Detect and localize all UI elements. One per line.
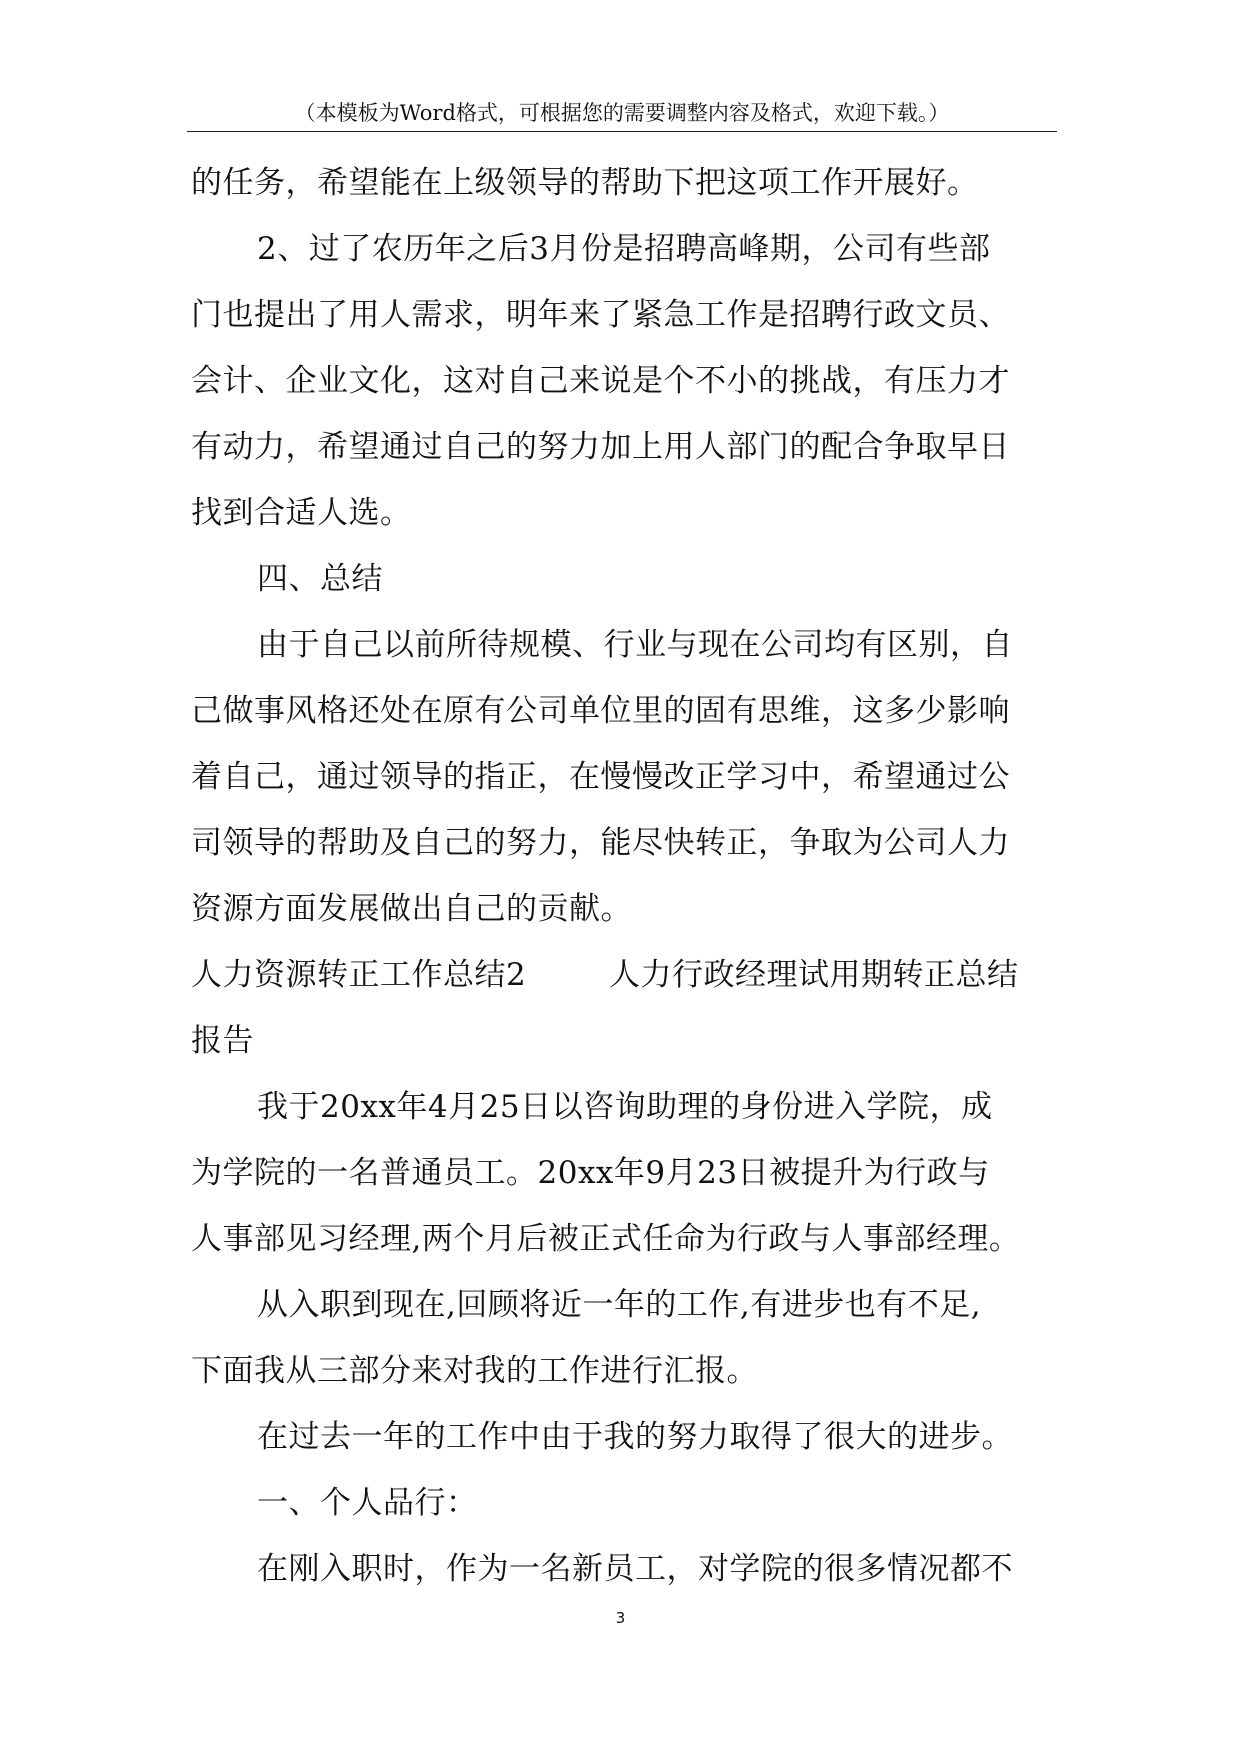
text-line: 在刚入职时，作为一名新员工，对学院的很多情况都不: [257, 1551, 1013, 1587]
section-heading: 一、个人品行：: [257, 1485, 478, 1521]
text-line: 在过去一年的工作中由于我的努力取得了很大的进步。: [257, 1419, 1013, 1455]
text-line: 下面我从三部分来对我的工作进行汇报。: [191, 1353, 758, 1389]
header-divider: [187, 131, 1057, 132]
text-line: 我于20xx年4月25日以咨询助理的身份进入学院，成: [257, 1089, 993, 1125]
text-line: 找到合适人选。: [191, 495, 412, 531]
text-line: 司领导的帮助及自己的努力，能尽快转正，争取为公司人力: [191, 825, 1010, 861]
text-line: 由于自己以前所待规模、行业与现在公司均有区别，自: [257, 627, 1013, 663]
text-line: 的任务，希望能在上级领导的帮助下把这项工作开展好。: [191, 165, 979, 201]
text-line: 会计、企业文化，这对自己来说是个不小的挑战，有压力才: [191, 363, 1010, 399]
document-title: 人力资源转正工作总结2 人力行政经理试用期转正总结: [191, 957, 1019, 993]
text-line: 着自己，通过领导的指正，在慢慢改正学习中，希望通过公: [191, 759, 1010, 795]
document-body: [191, 150, 1061, 1602]
text-line: 门也提出了用人需求，明年来了紧急工作是招聘行政文员、: [191, 297, 1010, 333]
section-heading: 四、总结: [257, 561, 383, 597]
text-line: 为学院的一名普通员工。20xx年9月23日被提升为行政与: [191, 1155, 990, 1191]
text-line: 从入职到现在,回顾将近一年的工作,有进步也有不足,: [257, 1287, 982, 1323]
text-line: 2、过了农历年之后3月份是招聘高峰期，公司有些部: [257, 231, 991, 267]
text-line: 己做事风格还处在原有公司单位里的固有思维，这多少影响: [191, 693, 1010, 729]
text-line: 人事部见习经理,两个月后被正式任命为行政与人事部经理。: [191, 1221, 1021, 1257]
page-header-note: （本模板为Word格式，可根据您的需要调整内容及格式，欢迎下载。）: [294, 101, 950, 125]
page-number: 3: [615, 1609, 626, 1627]
document-title-continued: 报告: [191, 1023, 254, 1059]
text-line: 有动力，希望通过自己的努力加上用人部门的配合争取早日: [191, 429, 1010, 465]
text-line: 资源方面发展做出自己的贡献。: [191, 891, 632, 927]
